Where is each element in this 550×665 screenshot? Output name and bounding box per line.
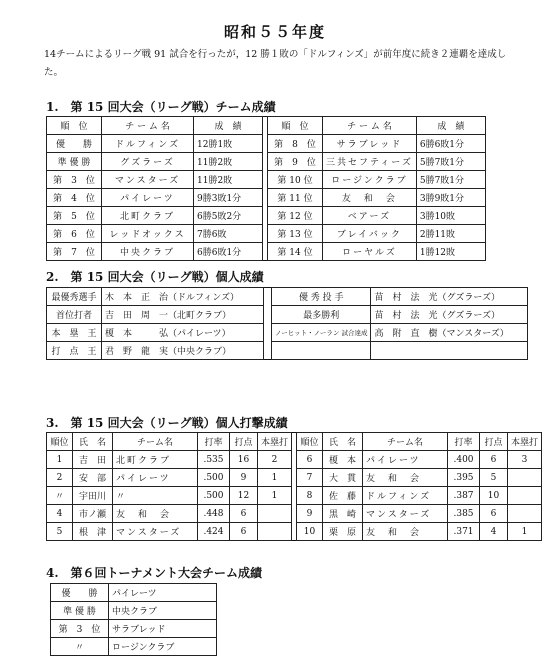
stat-cell: 根 津	[73, 523, 113, 541]
award-title-cell: ノーヒット・ノーラン 試合達成	[272, 324, 371, 342]
award-player-cell: 木 本 正 治（ドルフィンズ）	[102, 288, 264, 306]
table-row	[47, 243, 486, 261]
award-title-cell: 首位打者	[47, 306, 102, 324]
column-header: 本塁打	[508, 433, 542, 451]
stat-cell: 友 和 会	[113, 505, 198, 523]
table-row	[47, 342, 528, 360]
rank-cell: 第 6 位	[47, 225, 102, 243]
stat-cell: 8	[297, 487, 323, 505]
stat-cell: 〃	[113, 487, 198, 505]
rank-cell: 準 優 勝	[51, 602, 109, 620]
stat-cell: パイレーツ	[113, 469, 198, 487]
stat-cell: 黒 崎	[323, 505, 363, 523]
column-header: 本塁打	[258, 433, 292, 451]
stat-cell: マンスターズ	[363, 505, 448, 523]
stat-cell: 1	[508, 523, 542, 541]
table-row	[47, 135, 486, 153]
record-cell: 3勝10敗	[416, 207, 485, 225]
stat-cell: 6	[480, 451, 508, 469]
table-row	[51, 602, 217, 620]
rank-cell: 第 10 位	[268, 171, 323, 189]
team-name-cell: グズラーズ	[102, 153, 194, 171]
record-cell: 1勝12敗	[416, 243, 485, 261]
stat-cell: 友 和 会	[363, 469, 448, 487]
record-cell: 6勝5敗2分	[194, 207, 263, 225]
record-cell: 2勝11敗	[416, 225, 485, 243]
rank-cell: 第 12 位	[268, 207, 323, 225]
section-4-heading: 4. 第６回トーナメント大会チーム成績	[46, 566, 263, 580]
award-player-cell: 吉 田 周 一（北町クラブ）	[102, 306, 264, 324]
section-2-heading: 2. 第 15 回大会（リーグ戦）個人成績	[46, 270, 264, 284]
stat-cell: 4	[480, 523, 508, 541]
batting-stats-header	[47, 433, 542, 451]
team-name-cell: 北町クラブ	[102, 207, 194, 225]
table-row	[47, 469, 542, 487]
stat-cell	[508, 487, 542, 505]
table-row	[47, 451, 542, 469]
team-name-cell: サラブレッド	[323, 135, 417, 153]
team-name-cell: ロージンクラブ	[323, 171, 417, 189]
rank-cell: 優 勝	[51, 584, 109, 602]
table-row	[51, 638, 217, 656]
team-standings-header	[47, 117, 486, 135]
team-name-cell: 友 和 会	[323, 189, 417, 207]
page-title: 昭和５５年度	[223, 23, 326, 41]
stat-cell: 1	[258, 487, 292, 505]
column-header: 順位	[47, 433, 73, 451]
table-row	[47, 505, 542, 523]
table-row	[47, 487, 542, 505]
stat-cell: 6	[230, 523, 258, 541]
column-header: チーム名	[363, 433, 448, 451]
section-1-heading: 1. 第 15 回大会（リーグ戦）チーム成績	[46, 100, 276, 114]
record-cell: 7勝6敗	[194, 225, 263, 243]
rank-cell: 第 13 位	[268, 225, 323, 243]
header-team: チ ー ム 名	[323, 117, 417, 135]
stat-cell: 4	[47, 505, 73, 523]
record-cell: 6勝6敗1分	[416, 135, 485, 153]
stat-cell: 2	[258, 451, 292, 469]
rank-cell: 準 優 勝	[47, 153, 102, 171]
award-player-cell: 君 野 龍 実（中央クラブ）	[102, 342, 264, 360]
table-row	[47, 207, 486, 225]
stat-cell: 9	[230, 469, 258, 487]
column-gap	[264, 306, 272, 324]
stat-cell: 5	[47, 523, 73, 541]
award-title-cell: 最多勝利	[272, 306, 371, 324]
team-name-cell: マンスターズ	[102, 171, 194, 189]
rank-cell: 第 11 位	[268, 189, 323, 207]
header-rank: 順 位	[268, 117, 323, 135]
rank-cell: 優 勝	[47, 135, 102, 153]
table-row	[47, 306, 528, 324]
stat-cell	[508, 505, 542, 523]
stat-cell: パイレーツ	[363, 451, 448, 469]
stat-cell: .424	[198, 523, 230, 541]
stat-cell: 榎 本	[323, 451, 363, 469]
record-cell: 11勝2敗	[194, 153, 263, 171]
header-record: 成 績	[416, 117, 485, 135]
table-row	[47, 189, 486, 207]
award-player-cell	[371, 342, 528, 360]
team-name-cell: レッドオックス	[102, 225, 194, 243]
stat-cell: 6	[480, 505, 508, 523]
stat-cell	[258, 505, 292, 523]
column-header: 打率	[448, 433, 480, 451]
team-name-cell: ブレイバック	[323, 225, 417, 243]
stat-cell: .387	[448, 487, 480, 505]
stat-cell: .500	[198, 487, 230, 505]
stat-cell: 安 部	[73, 469, 113, 487]
record-cell: 3勝9敗1分	[416, 189, 485, 207]
award-title-cell	[272, 342, 371, 360]
table-row	[51, 620, 217, 638]
stat-cell: 栗 原	[323, 523, 363, 541]
table-row	[47, 523, 542, 541]
header-team: チ ー ム 名	[102, 117, 194, 135]
stat-cell: マンスターズ	[113, 523, 198, 541]
award-title-cell: 優 秀 投 手	[272, 288, 371, 306]
record-cell: 6勝6敗1分	[194, 243, 263, 261]
header-record: 成 績	[194, 117, 263, 135]
award-player-cell: 榎 本 弘（パイレーツ）	[102, 324, 264, 342]
rank-cell: 第 5 位	[47, 207, 102, 225]
record-cell: 5勝7敗1分	[416, 153, 485, 171]
stat-cell: 6	[230, 505, 258, 523]
team-name-cell: パイレーツ	[102, 189, 194, 207]
column-header: 順位	[297, 433, 323, 451]
team-standings-table	[46, 116, 486, 261]
stat-cell: .400	[448, 451, 480, 469]
team-name-cell: サラブレッド	[109, 620, 217, 638]
stat-cell: .500	[198, 469, 230, 487]
stat-cell	[258, 523, 292, 541]
section-3-heading: 3. 第 15 回大会（リーグ戦）個人打撃成績	[46, 416, 288, 430]
stat-cell: 佐 藤	[323, 487, 363, 505]
individual-awards-table	[46, 287, 528, 360]
rank-cell: 第 9 位	[268, 153, 323, 171]
intro-paragraph: 14チームによるリーグ戦 91 試合を行ったが，12 勝１敗の「ドルフィンズ」が前年度に続き２連覇を達成した。	[44, 49, 507, 78]
stat-cell: 10	[297, 523, 323, 541]
table-row	[47, 324, 528, 342]
record-cell: 11勝2敗	[194, 171, 263, 189]
column-gap	[264, 288, 272, 306]
column-header: 打点	[480, 433, 508, 451]
rank-cell: 第 8 位	[268, 135, 323, 153]
stat-cell: 7	[297, 469, 323, 487]
stat-cell: 9	[297, 505, 323, 523]
team-name-cell: ドルフィンズ	[102, 135, 194, 153]
stat-cell: .385	[448, 505, 480, 523]
stat-cell: 12	[230, 487, 258, 505]
column-header: チーム名	[113, 433, 198, 451]
rank-cell: 第 3 位	[47, 171, 102, 189]
table-row	[47, 225, 486, 243]
stat-cell: 友 和 会	[363, 523, 448, 541]
record-cell: 12勝1敗	[194, 135, 263, 153]
stat-cell: ドルフィンズ	[363, 487, 448, 505]
award-title-cell: 本 塁 王	[47, 324, 102, 342]
stat-cell: 5	[480, 469, 508, 487]
stat-cell: 北町クラブ	[113, 451, 198, 469]
rank-cell: 第 3 位	[51, 620, 109, 638]
record-cell: 5勝7敗1分	[416, 171, 485, 189]
team-name-cell: ロージンクラブ	[109, 638, 217, 656]
column-header: 打率	[198, 433, 230, 451]
rank-cell: 〃	[51, 638, 109, 656]
award-player-cell: 苗 村 法 光（グズラーズ）	[371, 306, 528, 324]
stat-cell: 市ノ瀬	[73, 505, 113, 523]
award-player-cell: 高 附 直 樹（マンスターズ）	[371, 324, 528, 342]
award-title-cell: 打 点 王	[47, 342, 102, 360]
table-row	[47, 171, 486, 189]
team-name-cell: 中央クラブ	[102, 243, 194, 261]
award-title-cell: 最優秀選手	[47, 288, 102, 306]
stat-cell: 1	[47, 451, 73, 469]
column-header: 氏 名	[73, 433, 113, 451]
stat-cell: 3	[508, 451, 542, 469]
column-header: 打点	[230, 433, 258, 451]
stat-cell: 吉 田	[73, 451, 113, 469]
table-row	[47, 288, 528, 306]
stat-cell: .448	[198, 505, 230, 523]
stat-cell: 6	[297, 451, 323, 469]
rank-cell: 第 4 位	[47, 189, 102, 207]
record-cell: 9勝3敗1分	[194, 189, 263, 207]
column-gap	[264, 324, 272, 342]
batting-stats-table	[46, 432, 542, 541]
team-name-cell: 中央クラブ	[109, 602, 217, 620]
stat-cell: .395	[448, 469, 480, 487]
team-name-cell: パイレーツ	[109, 584, 217, 602]
tournament-results-table	[50, 583, 217, 656]
table-row	[51, 584, 217, 602]
stat-cell: 宇田川	[73, 487, 113, 505]
header-rank: 順 位	[47, 117, 102, 135]
stat-cell: 〃	[47, 487, 73, 505]
rank-cell: 第 14 位	[268, 243, 323, 261]
stat-cell: .535	[198, 451, 230, 469]
stat-cell: 大 貫	[323, 469, 363, 487]
table-row	[47, 153, 486, 171]
rank-cell: 第 7 位	[47, 243, 102, 261]
stat-cell: 1	[258, 469, 292, 487]
award-player-cell: 苗 村 法 光（グズラーズ）	[371, 288, 528, 306]
stat-cell: .371	[448, 523, 480, 541]
team-name-cell: ベアーズ	[323, 207, 417, 225]
stat-cell	[508, 469, 542, 487]
column-gap	[264, 342, 272, 360]
team-name-cell: ローヤルズ	[323, 243, 417, 261]
stat-cell: 2	[47, 469, 73, 487]
team-name-cell: 三共セフティーズ	[323, 153, 417, 171]
stat-cell: 10	[480, 487, 508, 505]
column-header: 氏 名	[323, 433, 363, 451]
stat-cell: 16	[230, 451, 258, 469]
